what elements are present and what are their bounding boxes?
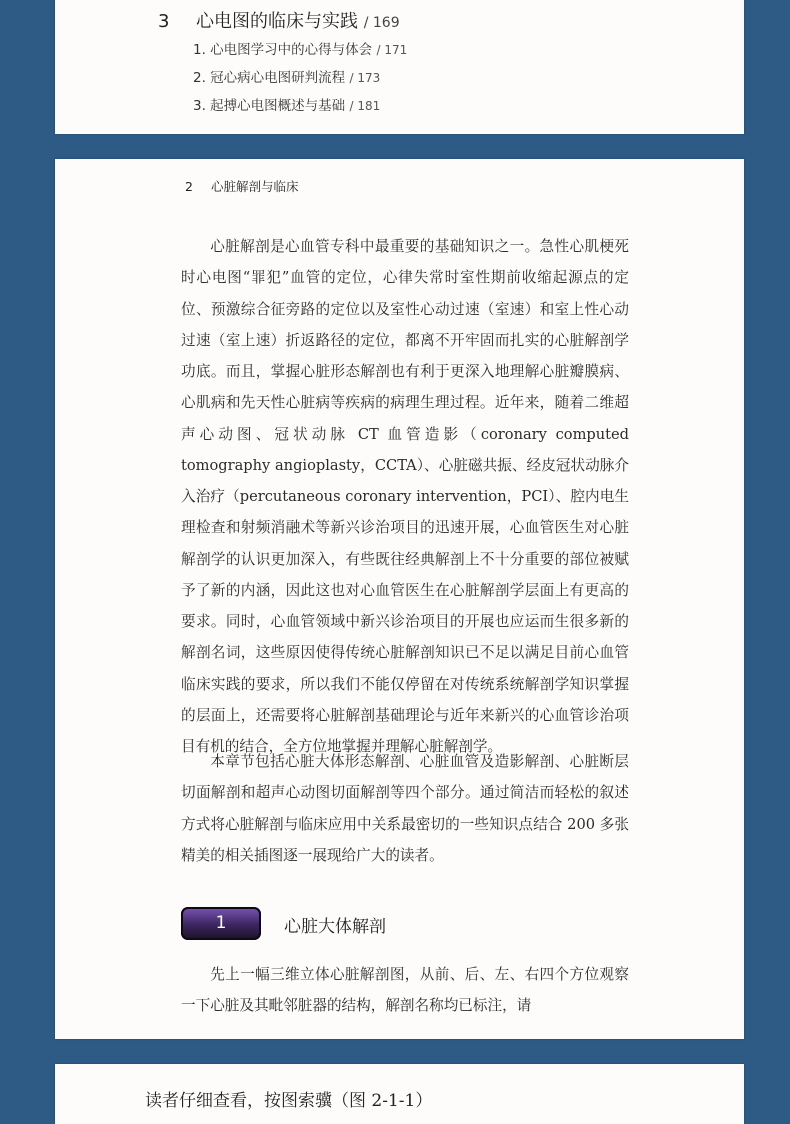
section-heading xyxy=(181,905,581,945)
section-title: 心脏大体解剖 xyxy=(284,917,386,937)
toc-item xyxy=(193,38,407,58)
toc-page xyxy=(55,0,744,134)
toc-item-title: 2. 冠心病心电图研判流程 xyxy=(193,70,346,86)
toc-item xyxy=(193,66,380,86)
toc-chapter-number: 3 xyxy=(158,11,170,32)
toc-item-title: 3. 起搏心电图概述与基础 xyxy=(193,98,346,114)
running-head-title: 心脏解剖与临床 xyxy=(211,179,299,194)
toc-item xyxy=(193,94,380,114)
toc-item-title: 1. 心电图学习中的心得与体会 xyxy=(193,42,373,58)
section-number-badge: 1 xyxy=(181,907,261,940)
body-paragraph: 心脏解剖是心血管专科中最重要的基础知识之一。急性心肌梗死时心电图“罪犯”血管的定位，心律失常时室性期前收缩起源点的定位、预激综合征旁路的定位以及室性心动过速（室速）和室上性心动过速（室上速）折返路径的定位，都离不开牢固而扎实的心脏解剖学功底。而且，掌握心脏形态解剖也有利于更深入地理解心脏瓣膜病、心肌病和先天性心脏病等疾病的病理生理过程。近年来，随着二维超声心动图、冠状动脉 CT 血管造影（coronary computed tomography angioplasty，CCTA）、心脏磁共振、经皮冠状动脉介入治疗（percutaneous coronary intervention，PCI）、腔内电生理检查和射频消融术等新兴诊治项目的迅速开展，心血管医生对心脏解剖学的认识更加深入，有些既往经典解剖上不十分重要的部位被赋予了新的内涵，因此这也对心血管医生在心脏解剖学层面上有更高的要求。同时，心血管领域中新兴诊治项目的开展也应运而生很多新的解剖名词，这些原因使得传统心脏解剖知识已不足以满足目前心血管临床实践的要求，所以我们不能仅停留在对传统系统解剖学知识掌握的层面上，还需要将心脏解剖基础理论与近年来新兴的心血管诊治项目有机的结合，全方位地掌握并理解心脏解剖学。 xyxy=(181,238,629,755)
running-head xyxy=(185,177,299,195)
page-number: 2 xyxy=(185,179,193,194)
body-paragraph: 先上一幅三维立体心脏解剖图，从前、后、左、右四个方位观察一下心脏及其毗邻脏器的结构，解剖名称均已标注，请 xyxy=(181,966,629,1015)
next-page xyxy=(55,1064,744,1124)
toc-chapter-entry xyxy=(158,7,400,33)
body-paragraph: 本章节包括心脏大体形态解剖、心脏血管及造影解剖、心脏断层切面解剖和超声心动图切面解剖等四个部分。通过简洁而轻松的叙述方式将心脏解剖与临床应用中关系最密切的一些知识点结合 200 多张精美的相关插图逐一展现给广大的读者。 xyxy=(181,753,629,864)
toc-item-page: / 181 xyxy=(349,99,381,113)
toc-chapter-title: 心电图的临床与实践 xyxy=(196,11,358,32)
toc-item-page: / 173 xyxy=(349,71,381,85)
continued-text-line: 读者仔细查看，按图索骥（图 2-1-1） xyxy=(145,1091,433,1111)
content-page xyxy=(55,159,744,1039)
toc-chapter-page: / 169 xyxy=(363,15,400,31)
toc-item-page: / 171 xyxy=(376,43,408,57)
